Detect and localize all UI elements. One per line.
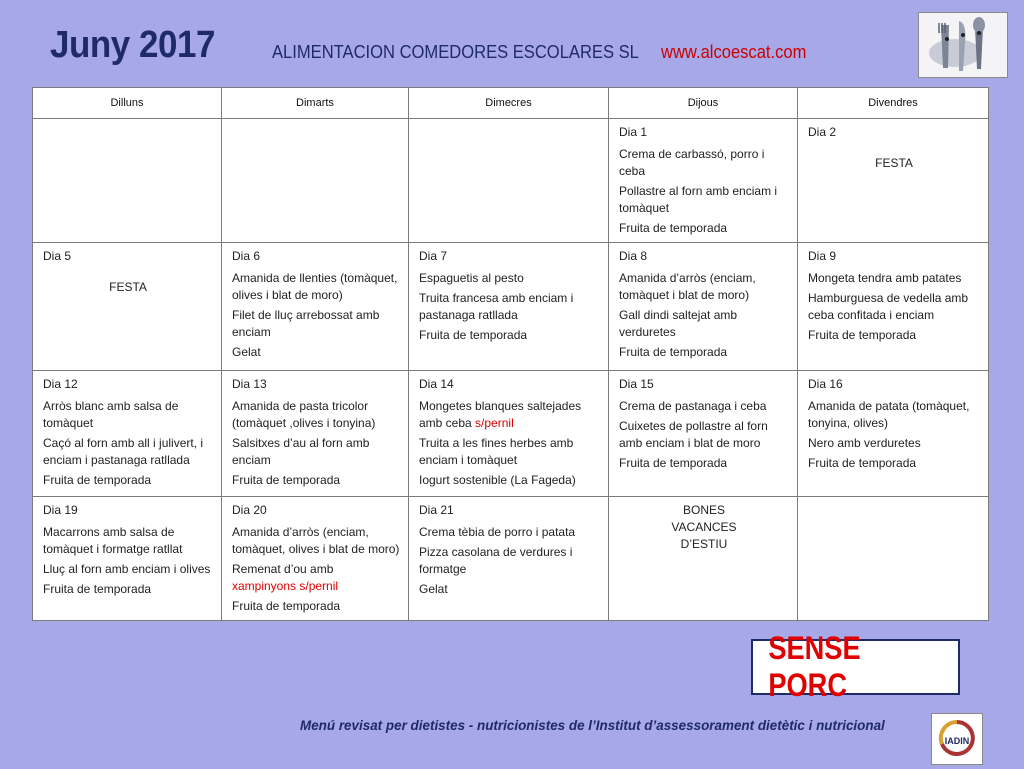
menu-item: [43, 472, 213, 489]
menu-item: [43, 524, 213, 558]
page-title: Juny 2017: [50, 24, 215, 66]
menu-item-text: Amanida de llenties (tomàquet, olives i blat de moro): [232, 271, 398, 302]
menu-item-text: Fruita de temporada: [232, 473, 341, 487]
footer-note: Menú revisat per dietistes - nutricionistes de l’Institut d’assessorament dietètic i nutricional: [300, 717, 885, 733]
menu-table: [32, 87, 989, 621]
menu-cell: [409, 243, 609, 371]
menu-item-text: Truita a les fines herbes amb enciam i tomàquet: [419, 436, 574, 467]
menu-item: [43, 398, 213, 432]
menu-cell: [798, 243, 989, 371]
menu-cell: [798, 119, 989, 243]
menu-item-text: Fruita de temporada: [619, 345, 728, 359]
day-label: Dia 6: [232, 249, 261, 263]
menu-item-text: Gelat: [232, 345, 261, 359]
menu-item-text: Truita francesa amb enciam i pastanaga ratllada: [419, 291, 574, 322]
menu-item: [808, 327, 980, 344]
menu-item-text: Gall dindi saltejat amb verduretes: [619, 308, 738, 339]
menu-item-text: Hamburguesa de vedella amb ceba confitada i enciam: [808, 291, 969, 322]
menu-item: [232, 472, 400, 489]
menu-item-text: Fruita de temporada: [808, 456, 917, 470]
menu-cell: [222, 119, 409, 243]
column-header: Divendres: [798, 88, 989, 119]
menu-item: [619, 220, 789, 237]
festa-label: FESTA: [109, 280, 147, 294]
menu-cell: [33, 497, 222, 621]
menu-item: [232, 561, 400, 595]
menu-item-text: Cuixetes de pollastre al forn amb enciam i blat de moro: [619, 419, 768, 450]
menu-item: [232, 307, 400, 341]
menu-item: [619, 146, 789, 180]
menu-item-text: Pollastre al forn amb enciam i tomàquet: [619, 184, 778, 215]
sense-porc-notice: [751, 630, 960, 703]
menu-item: [619, 455, 789, 472]
menu-item: [419, 327, 600, 344]
menu-item-text: Amanida d’arròs (enciam, tomàquet i blat de moro): [619, 271, 756, 302]
day-label: Dia 9: [808, 249, 837, 263]
menu-item-text: Fruita de temporada: [43, 582, 152, 596]
week-row: [33, 119, 989, 243]
menu-item: [419, 544, 600, 578]
notice-text: SENSE PORC: [768, 630, 861, 703]
menu-cell: [798, 497, 989, 621]
menu-item-text: Caçó al forn amb all i julivert, i enciam i pastanaga ratllada: [43, 436, 204, 467]
menu-cell: [222, 497, 409, 621]
menu-item-text: Iogurt sostenible (La Fageda): [419, 473, 576, 487]
menu-item: [43, 435, 213, 469]
menu-cell: [222, 371, 409, 497]
iadin-logo-icon: [931, 713, 983, 765]
menu-item-text: Salsitxes d’au al forn amb enciam: [232, 436, 370, 467]
cutlery-logo-icon: [918, 12, 1008, 78]
menu-item: [232, 524, 400, 558]
menu-cell: [33, 371, 222, 497]
menu-item: [808, 290, 980, 324]
menu-cell: [409, 497, 609, 621]
menu-item-text: Fruita de temporada: [619, 221, 728, 235]
menu-item: [232, 598, 400, 615]
menu-cell: [609, 497, 798, 621]
menu-item-text: Mongetes blanques saltejades amb ceba: [419, 399, 582, 430]
column-header: Dijous: [609, 88, 798, 119]
menu-cell: [33, 119, 222, 243]
menu-item-text: Gelat: [419, 582, 448, 596]
menu-item: [808, 455, 980, 472]
menu-item-text: Espaguetis al pesto: [419, 271, 524, 285]
menu-item: [43, 581, 213, 598]
menu-item: [619, 183, 789, 217]
menu-item: [43, 561, 213, 578]
day-label: Dia 16: [808, 377, 843, 391]
festa-label: FESTA: [875, 156, 913, 170]
menu-item-text: Crema de carbassó, porro i ceba: [619, 147, 765, 178]
menu-cell: [609, 243, 798, 371]
week-row: [33, 371, 989, 497]
vacances-line: D’ESTIU: [680, 537, 728, 551]
menu-item-text: Amanida de pasta tricolor (tomàquet ,olives i tonyina): [232, 399, 376, 430]
iadin-logo-text: IADIN: [944, 736, 970, 746]
day-label: Dia 8: [619, 249, 648, 263]
menu-item: [619, 344, 789, 361]
menu-item: [419, 472, 600, 489]
menu-cell: [609, 371, 798, 497]
menu-item-text: Macarrons amb salsa de tomàquet i formatge ratllat: [43, 525, 183, 556]
week-row: [33, 497, 989, 621]
menu-cell: [798, 371, 989, 497]
menu-item: [232, 270, 400, 304]
menu-item: [419, 290, 600, 324]
column-header: Dimecres: [409, 88, 609, 119]
vacances-line: BONES: [682, 503, 725, 517]
menu-item-text: Lluç al forn amb enciam i olives: [43, 562, 211, 576]
menu-cell: [409, 119, 609, 243]
menu-item: [619, 307, 789, 341]
company-name: ALIMENTACION COMEDORES ESCOLARES SL: [272, 42, 639, 62]
menu-cell: [222, 243, 409, 371]
menu-item: [419, 398, 600, 432]
column-header: Dimarts: [222, 88, 409, 119]
menu-item-text: Fruita de temporada: [419, 328, 528, 342]
menu-cell: [33, 243, 222, 371]
website-link[interactable]: www.alcoescat.com: [661, 42, 807, 62]
day-label: Dia 19: [43, 503, 78, 517]
no-pork-note: xampinyons s/pernil: [232, 579, 339, 593]
day-label: Dia 1: [619, 125, 648, 139]
menu-item-text: Fruita de temporada: [232, 599, 341, 613]
menu-item-text: Pizza casolana de verdures i formatge: [419, 545, 573, 576]
menu-item-text: Fruita de temporada: [808, 328, 917, 342]
menu-item-text: Remenat d’ou amb: [232, 562, 334, 576]
menu-cell: [609, 119, 798, 243]
menu-item: [419, 435, 600, 469]
menu-item: [808, 270, 980, 287]
menu-item-text: Crema tèbia de porro i patata: [419, 525, 576, 539]
menu-item-text: Mongeta tendra amb patates: [808, 271, 962, 285]
column-header: Dilluns: [33, 88, 222, 119]
day-label: Dia 12: [43, 377, 78, 391]
day-label: Dia 7: [419, 249, 448, 263]
menu-item: [419, 270, 600, 287]
menu-item: [419, 581, 600, 598]
menu-item: [232, 398, 400, 432]
vacances-line: VACANCES: [671, 520, 737, 534]
menu-item: [619, 270, 789, 304]
menu-item-text: Crema de pastanaga i ceba: [619, 399, 767, 413]
day-label: Dia 5: [43, 249, 72, 263]
menu-item-text: Arròs blanc amb salsa de tomàquet: [43, 399, 179, 430]
week-row: [33, 243, 989, 371]
menu-item-text: Filet de lluç arrebossat amb enciam: [232, 308, 380, 339]
menu-item-text: Amanida de patata (tomàquet, tonyina, olives): [808, 399, 970, 430]
menu-item-text: Fruita de temporada: [619, 456, 728, 470]
menu-item: [619, 398, 789, 415]
menu-item: [419, 524, 600, 541]
no-pork-note: s/pernil: [475, 416, 514, 430]
day-label: Dia 21: [419, 503, 454, 517]
day-label: Dia 15: [619, 377, 654, 391]
header-row: [33, 88, 989, 119]
day-label: Dia 14: [419, 377, 454, 391]
menu-item-text: Nero amb verduretes: [808, 436, 921, 450]
day-label: Dia 13: [232, 377, 267, 391]
day-label: Dia 2: [808, 125, 837, 139]
menu-item: [232, 344, 400, 361]
menu-item: [232, 435, 400, 469]
menu-item-text: Fruita de temporada: [43, 473, 152, 487]
menu-cell: [409, 371, 609, 497]
day-label: Dia 20: [232, 503, 267, 517]
menu-item-text: Amanida d’arròs (enciam, tomàquet, olives i blat de moro): [232, 525, 400, 556]
menu-item: [619, 418, 789, 452]
menu-item: [808, 435, 980, 452]
menu-item: [808, 398, 980, 432]
